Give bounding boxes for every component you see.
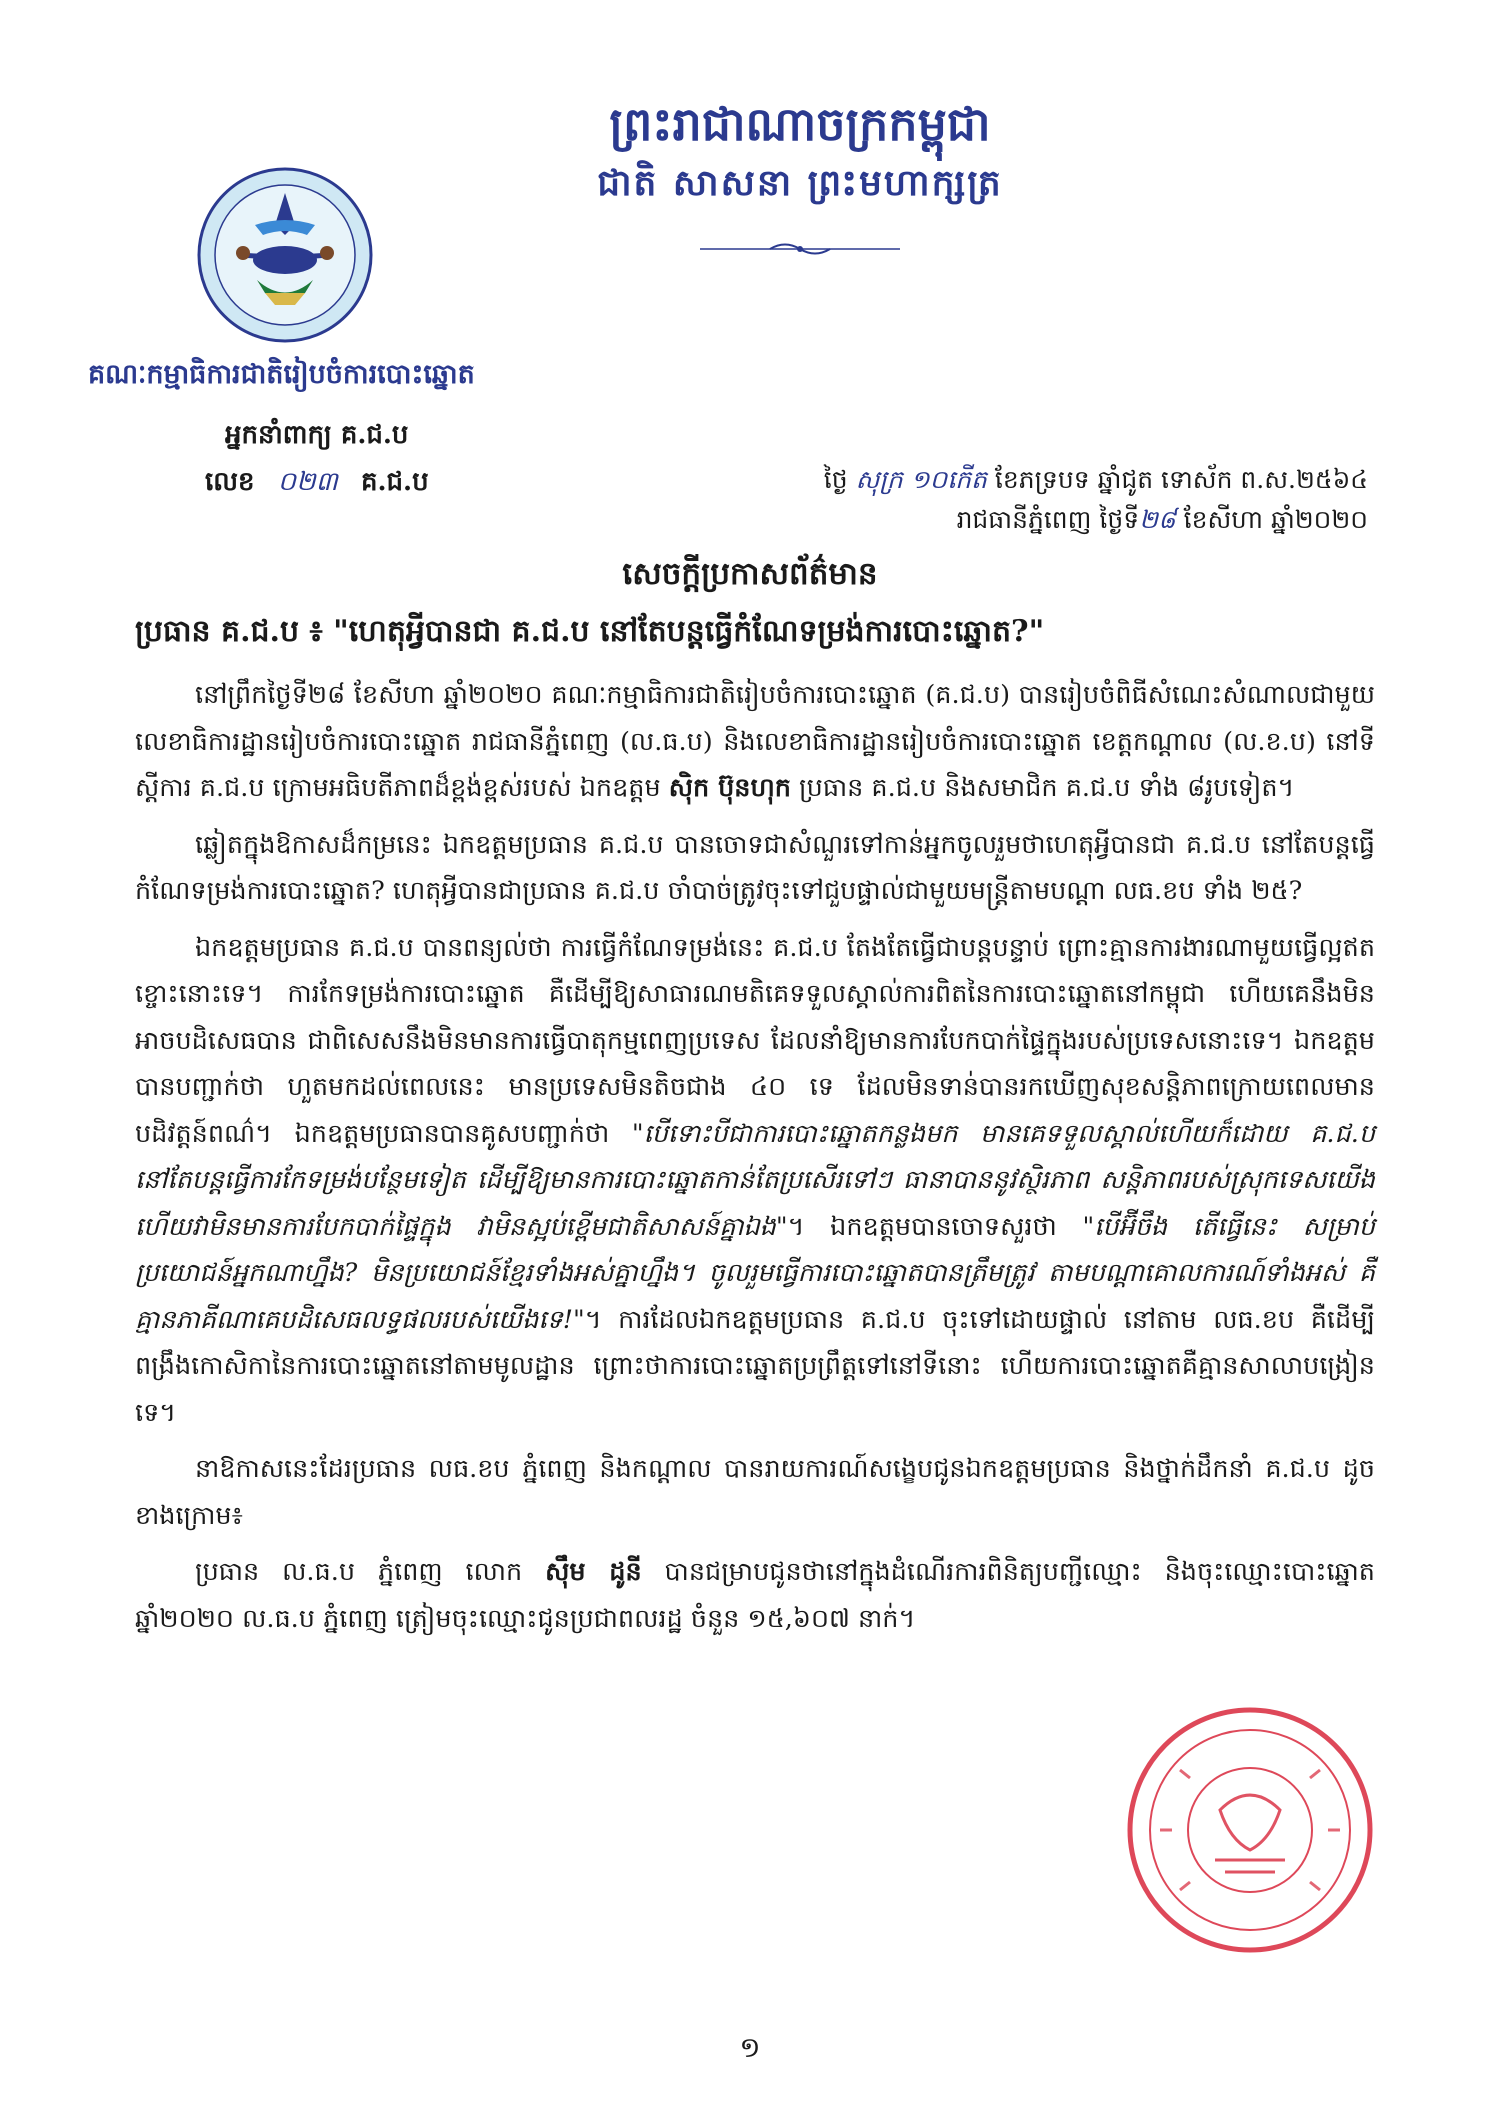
lunar-rest: ខែភទ្របទ ឆ្នាំជូត ទោស័ក ព.ស.២៥៦៤ [994, 465, 1368, 494]
spokesperson-label: អ្នកនាំពាក្យ គ.ជ.ប [225, 420, 409, 450]
official-stamp [1120, 1700, 1380, 1960]
paragraph-1 [135, 672, 1375, 812]
lunar-date [824, 465, 1368, 501]
national-motto: ជាតិ សាសនា ព្រះមហាក្សត្រ [597, 162, 1003, 204]
committee-name: គណៈកម្មាធិការជាតិរៀបចំការបោះឆ្នោត [88, 359, 475, 390]
p1-text-a: នៅព្រឹកថ្ងៃទី២៨ ខែសីហា ឆ្នាំ២០២០ គណៈកម្មាធិការជាតិរៀបចំការបោះឆ្នោត (គ.ជ.ប) បានរៀបចំពិធីសំណេះសំណាលជាមួយលេខាធិការដ្ឋានរៀបចំការបោះឆ្នោត រាជធានីភ្នំពេញ (ល.ធ.ប) និងលេខាធិការដ្ឋានរៀបចំការបោះឆ្នោត ខេត្តកណ្ដាល (ល.ខ.ប) នៅទីស្ដីការ គ.ជ.ប ក្រោមអធិបតីភាពដ៏ខ្ពង់ខ្ពស់របស់ ឯកឧត្តម [135, 680, 1375, 803]
solar-day: ២៨ [1139, 505, 1176, 534]
p3-quote-1: "បើទោះបីជាការបោះឆ្នោតកន្លងមក មានគេទទួលស្គាល់ហើយក៏ដោយ គ.ជ.ប នៅតែបន្តធ្វើការកែទម្រង់បន្ថែមទៀត ដើម្បីឱ្យមានការបោះឆ្នោតកាន់តែប្រសើរទៅៗ ធានាបាននូវស្ថិរភាព សន្តិភាពរបស់ស្រុកទេសយើង ហើយវាមិនមានការបែកបាក់ផ្ទៃក្នុង វាមិនស្អប់ខ្ពើមជាតិសាសន៍គ្នាឯង" [135, 1118, 1376, 1242]
paragraph-4: នាឱកាសនេះដែរប្រធាន លធ.ខប ភ្នំពេញ និងកណ្ដាល បានរាយការណ៍សង្ខេបជូនឯកឧត្តមប្រធាន និងថ្នាក់ដឹកនាំ គ.ជ.ប ដូចខាងក្រោម៖ [135, 1454, 1375, 1531]
p3-quote-2: "បើអ៊ីចឹង តើធ្វើនេះ សម្រាប់ប្រយោជន៍អ្នកណាហ្នឹង? មិនប្រយោជន៍ខ្មែរទាំងអស់គ្នាហ្នឹង។ ចូលរួមធ្វើការបោះឆ្នោតបានត្រឹមត្រូវ តាមបណ្ដាគោលការណ៍ទាំងអស់ គឺគ្មានភាគីណាគេបដិសេធលទ្ធផលរបស់យើងទេ!" [135, 1211, 1375, 1335]
kingdom-title: ព្រះរាជាណាចក្រកម្ពុជា [609, 97, 991, 151]
p5-text-b: បានជម្រាបជូនថានៅក្នុងដំណើរការពិនិត្យបញ្ជីឈ្មោះ និងចុះឈ្មោះបោះឆ្នោត ឆ្នាំ២០២០ ល.ធ.ប ភ្នំពេញ ត្រៀមចុះឈ្មោះជូនប្រជាពលរដ្ឋ ចំនួន ១៥,៦០៧ នាក់។ [135, 1557, 1375, 1634]
lunar-day: សុក្រ ១០កើត [855, 465, 987, 494]
reference-number [205, 465, 429, 503]
lunar-prefix: ថ្ងៃ [823, 465, 848, 494]
paragraph-2: ឆ្លៀតក្នុងឱកាសដ៏កម្រនេះ ឯកឧត្តមប្រធាន គ.ជ.ប បានចោទជាសំណួរទៅកាន់អ្នកចូលរួមថាហេតុអ្វីបានជា គ.ជ.ប នៅតែបន្តធ្វើកំណែទម្រង់ការបោះឆ្នោត? ហេតុអ្វីបានជាប្រធាន គ.ជ.ប ចាំបាច់ត្រូវចុះទៅជួបផ្ទាល់ជាមួយមន្ត្រីតាមបណ្ដា លធ.ខប ទាំង ២៥? [135, 829, 1375, 906]
document-body [135, 672, 1375, 1652]
committee-logo [195, 165, 375, 345]
page-number: ១ [739, 2031, 761, 2064]
p3-text-a: ឯកឧត្តមប្រធាន គ.ជ.ប បានពន្យល់ថា ការធ្វើកំណែទម្រង់នេះ គ.ជ.ប តែងតែធ្វើជាបន្តបន្ទាប់ ព្រោះគ្មានការងារណាមួយធ្វើល្អឥតខ្ចោះនោះទេ។ ការកែទម្រង់ការបោះឆ្នោត គឺដើម្បីឱ្យសាធារណមតិគេទទួលស្គាល់ការពិតនៃការបោះឆ្នោតនៅកម្ពុជា ហើយគេនឹងមិនអាចបដិសេធបាន ជាពិសេសនឹងមិនមានការធ្វើបាតុកម្មពេញប្រទេស ដែលនាំឱ្យមានការបែកបាក់ផ្ទៃក្នុងរបស់ប្រទេសនោះទេ។ ឯកឧត្តមបានបញ្ជាក់ថា ហួតមកដល់ពេលនេះ មានប្រទេសមិនតិចជាង ៤០ ទេ ដែលមិនទាន់បានរកឃើញសុខសន្តិភាពក្រោយពេលមានបដិវត្តន៍ពណ៌។ ឯកឧត្តមប្រធានបានគូសបញ្ជាក់ថា [135, 932, 1375, 1149]
reference-value: ០២៣ [277, 467, 338, 497]
ornament-divider [700, 240, 900, 258]
document-subtitle: ប្រធាន គ.ជ.ប ៖ "ហេតុអ្វីបានជា គ.ជ.ប នៅតែបន្តធ្វើកំណែទម្រង់ការបោះឆ្នោត?" [135, 614, 1045, 649]
reference-label: លេខ [205, 467, 255, 497]
p3-text-c: ។ ការដែលឯកឧត្តមប្រធាន គ.ជ.ប ចុះទៅដោយផ្ទាល់ នៅតាម លធ.ខប គឺដើម្បីពង្រឹងកោសិកានៃការបោះឆ្នោតនៅតាមមូលដ្ឋាន ព្រោះថាការបោះឆ្នោតប្រព្រឹត្តទៅនៅទីនោះ ហើយការបោះឆ្នោតគឺគ្មានសាលាបង្រៀនទេ។ [135, 1304, 1375, 1428]
solar-date [957, 505, 1368, 541]
p5-name: ស៊ឹម ដូនី [545, 1557, 642, 1587]
document-title: សេចក្ដីប្រកាសព័ត៌មាន [622, 556, 878, 592]
kingdom-header [520, 92, 1080, 210]
solar-prefix: រាជធានីភ្នំពេញ ថ្ងៃទី [956, 505, 1140, 534]
paragraph-3 [135, 925, 1375, 1437]
p5-text-a: ប្រធាន ល.ធ.ប ភ្នំពេញ លោក [195, 1557, 523, 1587]
p1-text-b: ប្រធាន គ.ជ.ប និងសមាជិក គ.ជ.ប ទាំង ៨រូបទៀត។ [799, 773, 1295, 803]
reference-suffix: គ.ជ.ប [360, 467, 429, 497]
p1-name: ស៊ិក ប៊ុនហុក [668, 773, 791, 803]
p3-text-b: ។ ឯកឧត្តមបានចោទសួរថា [787, 1211, 1057, 1242]
solar-rest: ខែសីហា ឆ្នាំ២០២០ [1183, 505, 1368, 534]
paragraph-5 [135, 1549, 1375, 1642]
